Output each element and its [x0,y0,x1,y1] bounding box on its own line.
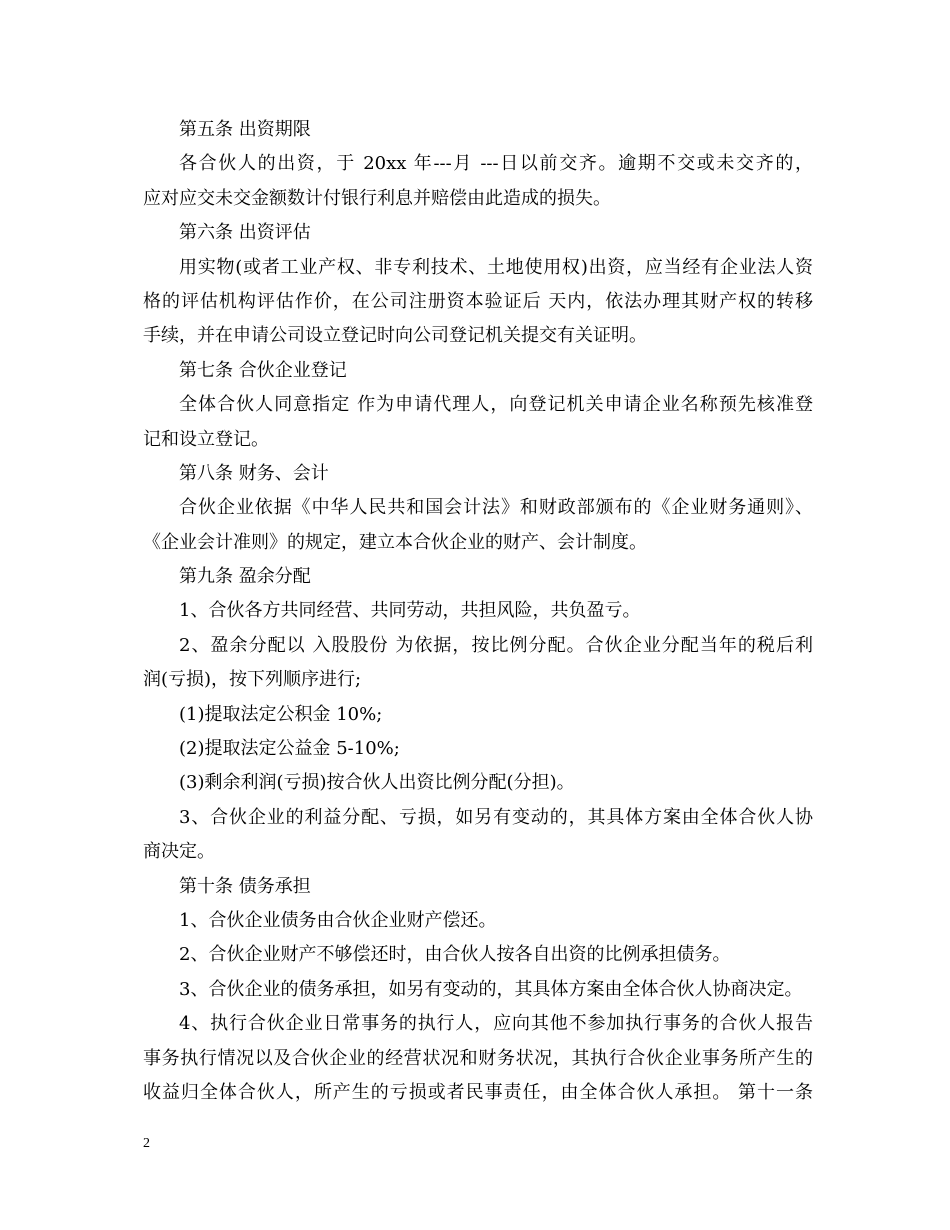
article-heading: 第六条 出资评估 [179,222,311,244]
paragraph-line: 收益归全体合伙人，所产生的亏损或者民事责任，由全体合伙人承担。 第十一条 [143,1081,813,1103]
article-heading: 第十条 债务承担 [179,875,311,897]
paragraph-line: 全体合伙人同意指定 作为申请代理人，向登记机关申请企业名称预先核准登 [179,394,813,416]
list-item: 1、合伙各方共同经营、共同劳动，共担风险，共负盈亏。 [179,600,641,622]
list-item: 1、合伙企业债务由合伙企业财产偿还。 [179,909,497,931]
list-item: 4、执行合伙企业日常事务的执行人，应向其他不参加执行事务的合伙人报告 [179,1013,813,1035]
page-number: 2 [143,1136,150,1151]
list-item: 3、合伙企业的利益分配、亏损，如另有变动的，其具体方案由全体合伙人协 [179,806,813,828]
article-heading: 第五条 出资期限 [179,119,311,140]
list-item: 2、盈余分配以 入股股份 为依据，按比例分配。合伙企业分配当年的税后利 [179,634,813,656]
paragraph-line: 记和设立登记。 [143,428,269,450]
list-item: (2)提取法定公益金 5-10%; [179,738,400,760]
paragraph-line: 事务执行情况以及合伙企业的经营状况和财务状况，其执行合伙企业事务所产生的 [143,1047,813,1069]
paragraph-line: 用实物(或者工业产权、非专利技术、土地使用权)出资，应当经有企业法人资 [179,256,813,278]
list-item: (3)剩余利润(亏损)按合伙人出资比例分配(分担)。 [179,772,575,794]
paragraph-line: 各合伙人的出资，于 20xx 年---月 ---日以前交齐。逾期不交或未交齐的， [179,153,813,175]
list-item: 2、合伙企业财产不够偿还时，由合伙人按各自出资的比例承担债务。 [179,944,731,966]
article-heading: 第七条 合伙企业登记 [179,359,347,381]
paragraph-line: 《企业会计准则》的规定，建立本合伙企业的财产、会计制度。 [143,531,647,553]
paragraph-line: 格的评估机构评估作价，在公司注册资本验证后 天内，依法办理其财产权的转移 [143,290,813,312]
list-item: 3、合伙企业的债务承担，如另有变动的，其具体方案由全体合伙人协商决定。 [179,978,803,1000]
paragraph-line: 应对应交未交金额数计付银行利息并赔偿由此造成的损失。 [143,187,611,209]
paragraph-line: 商决定。 [143,841,215,863]
paragraph-line: 合伙企业依据《中华人民共和国会计法》和财政部颁布的《企业财务通则》、 [179,497,813,519]
article-heading: 第九条 盈余分配 [179,566,311,588]
list-item: (1)提取法定公积金 10%; [179,703,383,725]
article-heading: 第八条 财务、会计 [179,462,329,484]
paragraph-line: 手续，并在申请公司设立登记时向公司登记机关提交有关证明。 [143,325,647,347]
paragraph-line: 润(亏损)，按下列顺序进行; [143,669,362,691]
article-body [143,113,813,1110]
